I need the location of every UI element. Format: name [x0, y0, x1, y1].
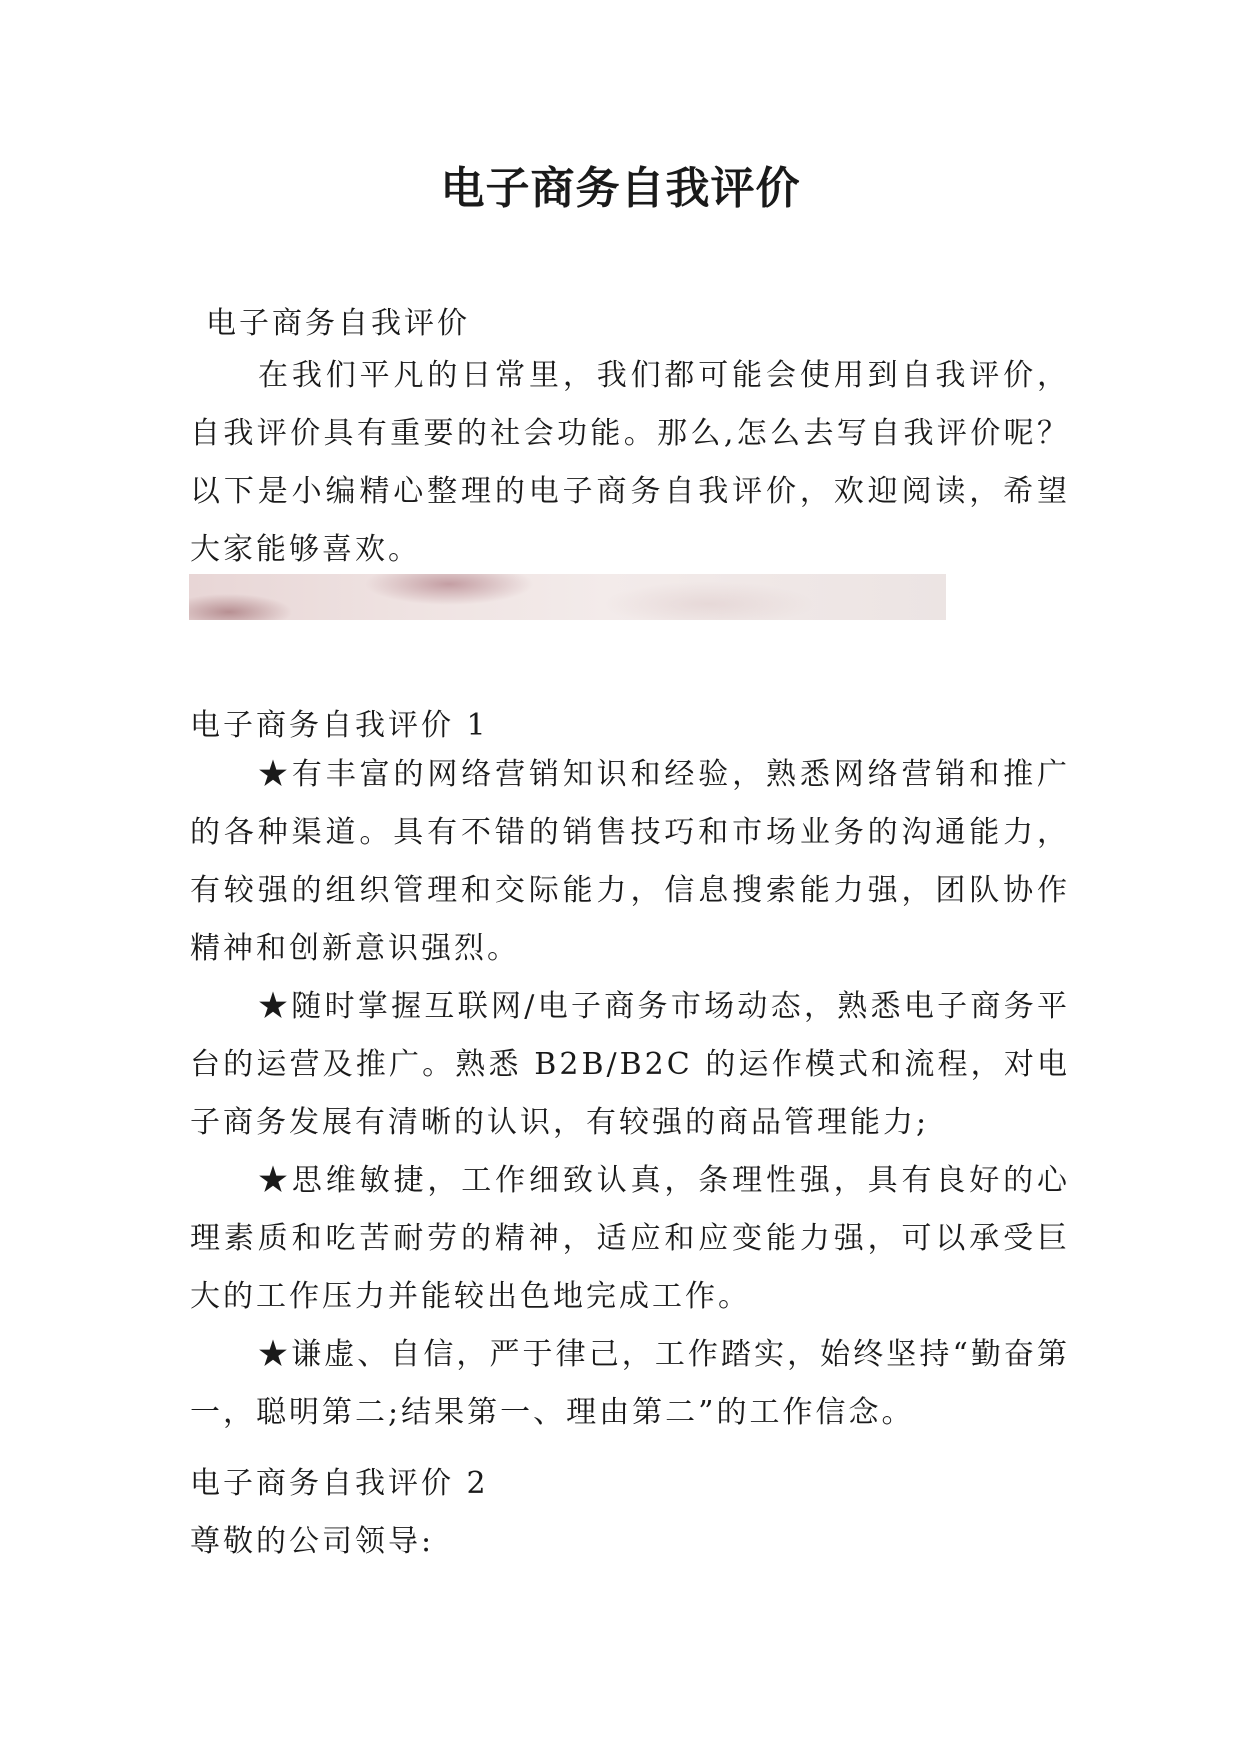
intro-paragraph: 在我们平凡的日常里，我们都可能会使用到自我评价，自我评价具有重要的社会功能。那么,怎么去写自我评价呢？以下是小编精心整理的电子商务自我评价，欢迎阅读，希望大家能够喜欢。 [190, 358, 1070, 567]
intro-block [190, 347, 1070, 579]
section-1-paragraph: ★谦虚、自信，严于律己，工作踏实，始终坚持“勤奋第一，聪明第二;结果第一、理由第二”的工作信念。 [190, 1337, 1070, 1430]
document-title: 电子商务自我评价 [440, 163, 801, 214]
section-1-paragraph: ★思维敏捷，工作细致认真，条理性强，具有良好的心理素质和吃苦耐劳的精神，适应和应变能力强，可以承受巨大的工作压力并能较出色地完成工作。 [190, 1163, 1070, 1314]
section-1-body [190, 746, 1070, 1442]
section-2-heading: 电子商务自我评价 2 [190, 1466, 489, 1501]
section-1-paragraph: ★有丰富的网络营销知识和经验，熟悉网络营销和推广的各种渠道。具有不错的销售技巧和市场业务的沟通能力，有较强的组织管理和交际能力，信息搜索能力强，团队协作精神和创新意识强烈。 [190, 757, 1070, 966]
document-subtitle: 电子商务自我评价 [206, 306, 470, 341]
section-1-heading: 电子商务自我评价 1 [190, 708, 489, 743]
banner-image [189, 574, 946, 620]
section-2-salutation: 尊敬的公司领导: [190, 1524, 435, 1559]
section-1-paragraph: ★随时掌握互联网/电子商务市场动态，熟悉电子商务平台的运营及推广。熟悉 B2B/B2C 的运作模式和流程，对电子商务发展有清晰的认识，有较强的商品管理能力; [190, 989, 1070, 1140]
